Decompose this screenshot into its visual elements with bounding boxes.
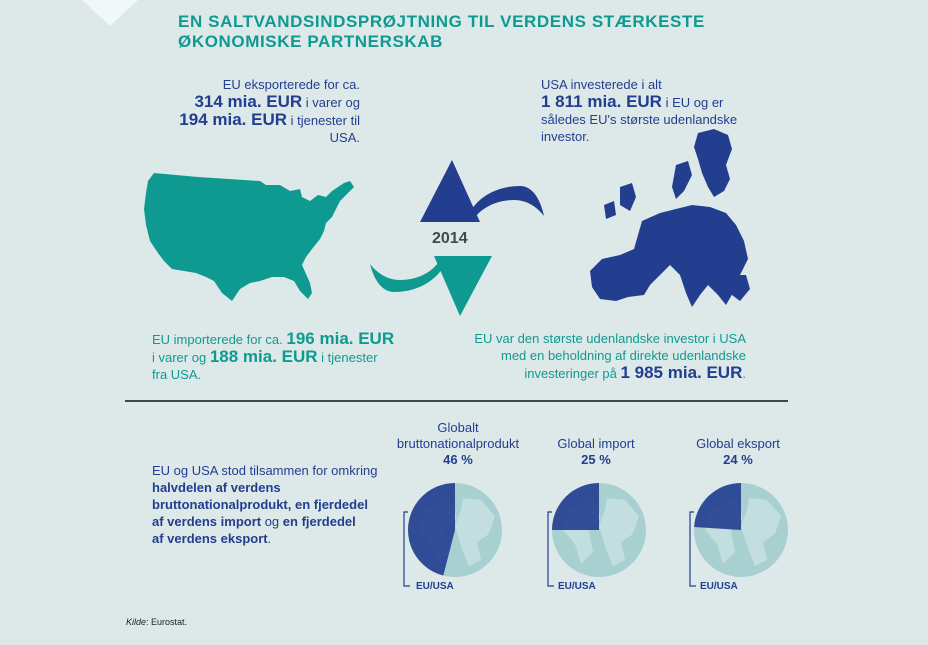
eu-export-text: EU eksporterede for ca. 314 mia. EUR i varer og 194 mia. EUR i tjenester til USA.: [179, 77, 360, 145]
corner-notch-decoration: [78, 0, 142, 30]
export-eu-usa-label: EU/USA: [700, 581, 738, 592]
usa-invest-value: 1 811 mia. EUR: [541, 92, 662, 111]
year-label: 2014: [432, 230, 468, 247]
source-note: Kilde: Eurostat.: [126, 617, 188, 627]
globe-gdp: [396, 474, 526, 594]
import-share-wedge: [552, 483, 599, 530]
import-eu-usa-label: EU/USA: [558, 581, 596, 592]
globe-title-gdp: Globalt bruttonationalprodukt 46 %: [396, 420, 520, 467]
export-share-wedge: [694, 483, 741, 530]
eu-invest-value: 1 985 mia. EUR: [620, 363, 743, 382]
section-divider: [125, 400, 788, 402]
import-share-value: 25 %: [581, 452, 611, 467]
eu-export-goods-value: 314 mia. EUR: [194, 92, 303, 111]
arrow-up-icon: [420, 160, 544, 222]
eu-export-services-value: 194 mia. EUR: [179, 110, 288, 129]
globe-export: [682, 474, 812, 594]
eu-import-services-value: 188 mia. EUR: [209, 347, 318, 366]
gdp-eu-usa-label: EU/USA: [416, 581, 454, 592]
export-share-value: 24 %: [723, 452, 753, 467]
eu-import-goods-value: 196 mia. EUR: [286, 329, 395, 348]
eu-map: [580, 125, 760, 325]
page-title: [178, 12, 738, 52]
usa-map: [140, 165, 360, 305]
eu-import-text: EU importerede for ca. 196 mia. EUR i varer og 188 mia. EUR i tjenester fra USA.: [152, 329, 395, 382]
gdp-share-value: 46 %: [443, 452, 473, 467]
summary-text: EU og USA stod tilsammen for omkring halvdelen af verdens bruttonationalprodukt, en fjerdedel af verdens import og en fjerdedel af verdens eksport.: [152, 463, 378, 546]
title-line-1: EN SALTVANDSINDSPRØJTNING TIL VERDENS STÆRKESTE: [178, 12, 705, 31]
globe-title-export: Global eksport 24 %: [696, 436, 780, 467]
globe-title-import: Global import 25 %: [557, 436, 635, 467]
usa-invest-text: USA investerede i alt 1 811 mia. EUR i EU og er således EU's største udenlandske investor.: [541, 77, 738, 144]
title-line-2: ØKONOMISKE PARTNERSKAB: [178, 32, 444, 51]
arrow-down-icon: [370, 256, 492, 316]
eu-invest-text: EU var den største udenlandske investor i USA med en beholdning af direkte udenlandske investeringer på 1 985 mia. EUR.: [474, 331, 746, 382]
globe-import: [540, 474, 670, 594]
